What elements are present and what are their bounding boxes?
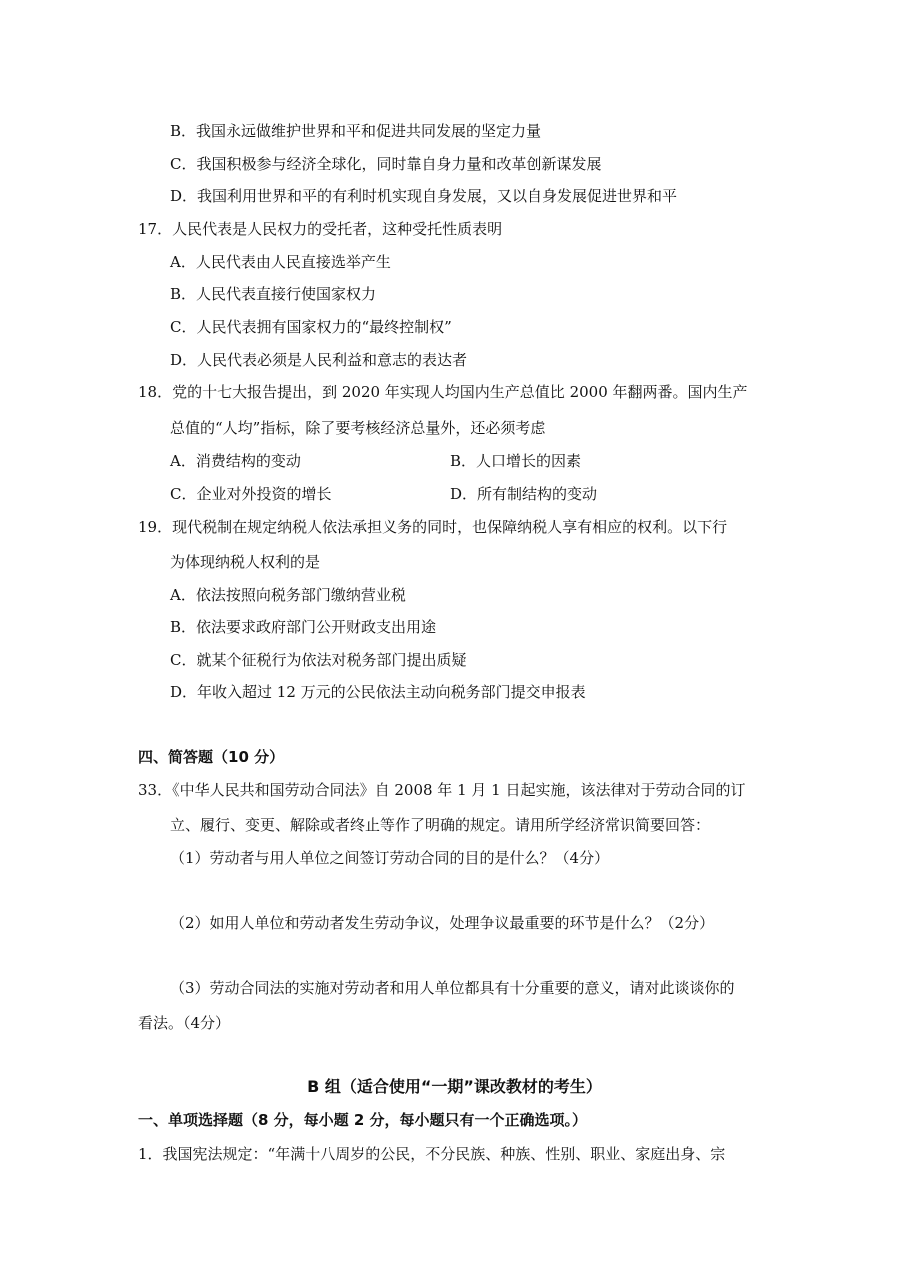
- q33-sub2: （2）如用人单位和劳动者发生劳动争议，处理争议最重要的环节是什么？（2分）: [170, 914, 715, 932]
- q18-stem-line2: 总值的“人均”指标，除了要考核经济总量外，还必须考虑: [170, 419, 546, 437]
- group-b-title: B 组（适合使用“一期”课改教材的考生）: [307, 1077, 602, 1096]
- q19-stem-line1: 19．现代税制在规定纳税人依法承担义务的同时，也保障纳税人享有相应的权利。以下行: [138, 518, 728, 536]
- q18-stem-line1: 18．党的十七大报告提出，到 2020 年实现人均国内生产总值比 2000 年翻两番。国内生产: [138, 383, 748, 401]
- q16-option-d: D．我国利用世界和平的有利时机实现自身发展，又以自身发展促进世界和平: [170, 187, 678, 205]
- q18-option-b: B．人口增长的因素: [450, 452, 582, 470]
- group-b-section1-title: 一、单项选择题（8 分，每小题 2 分，每小题只有一个正确选项。）: [138, 1111, 588, 1129]
- group-b-q1-stem: 1．我国宪法规定：“年满十八周岁的公民，不分民族、种族、性别、职业、家庭出身、宗: [138, 1145, 726, 1163]
- q16-option-c: C．我国积极参与经济全球化，同时靠自身力量和改革创新谋发展: [170, 155, 602, 173]
- q33-sub3-line2: 看法。（4分）: [138, 1014, 231, 1032]
- q17-option-d: D．人民代表必须是人民利益和意志的表达者: [170, 351, 468, 369]
- q19-option-b: B．依法要求政府部门公开财政支出用途: [170, 618, 437, 636]
- q16-option-b: B．我国永远做维护世界和平和促进共同发展的坚定力量: [170, 122, 542, 140]
- q18-option-c: C．企业对外投资的增长: [170, 485, 332, 503]
- q17-option-b: B．人民代表直接行使国家权力: [170, 285, 377, 303]
- q19-stem-line2: 为体现纳税人权利的是: [170, 553, 321, 571]
- q33-sub3-line1: （3）劳动合同法的实施对劳动者和用人单位都具有十分重要的意义，请对此谈谈你的: [170, 979, 735, 997]
- q18-option-a: A．消费结构的变动: [170, 452, 301, 470]
- q19-option-d: D．年收入超过 12 万元的公民依法主动向税务部门提交申报表: [170, 683, 586, 701]
- q18-option-d: D．所有制结构的变动: [450, 485, 598, 503]
- q17-option-a: A．人民代表由人民直接选举产生: [170, 253, 391, 271]
- q19-option-a: A．依法按照向税务部门缴纳营业税: [170, 586, 406, 604]
- q33-stem-line2: 立、履行、变更、解除或者终止等作了明确的规定。请用所学经济常识简要回答：: [170, 816, 711, 834]
- q19-option-c: C．就某个征税行为依法对税务部门提出质疑: [170, 651, 467, 669]
- section4-title: 四、简答题（10 分）: [138, 748, 285, 766]
- q17-stem: 17．人民代表是人民权力的受托者，这种受托性质表明: [138, 220, 503, 238]
- q33-stem-line1: 33．《中华人民共和国劳动合同法》自 2008 年 1 月 1 日起实施，该法律对于劳动合同的订: [138, 781, 746, 799]
- q33-sub1: （1）劳动者与用人单位之间签订劳动合同的目的是什么？（4分）: [170, 849, 610, 867]
- q17-option-c: C．人民代表拥有国家权力的“最终控制权”: [170, 318, 452, 336]
